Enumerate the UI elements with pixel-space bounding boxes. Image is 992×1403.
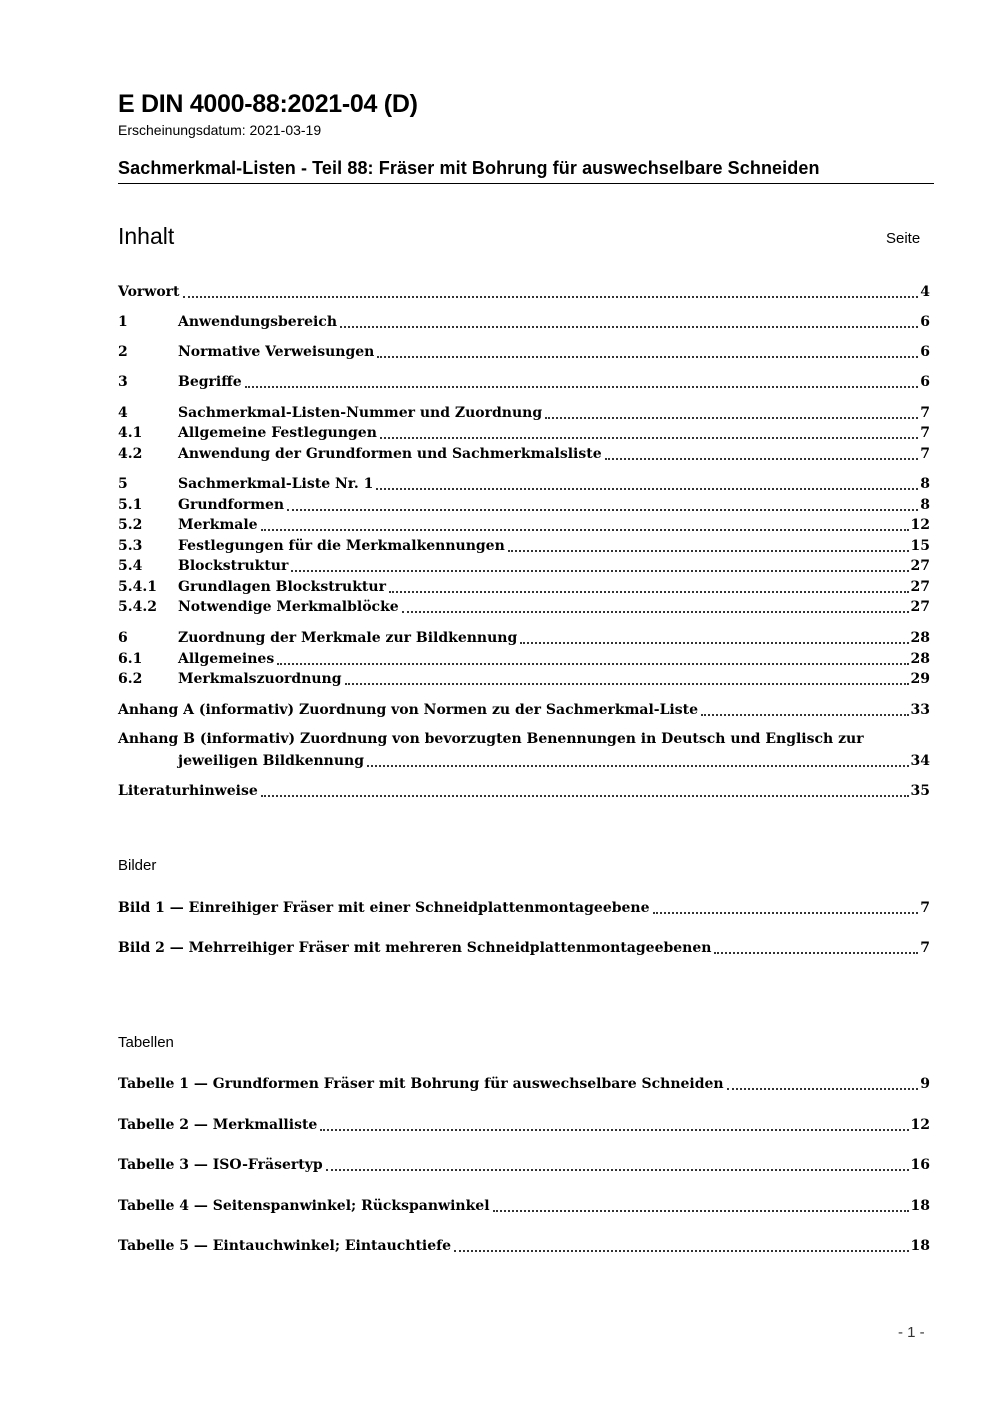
toc-entry-page: 12 — [910, 517, 930, 533]
dot-leader — [380, 432, 918, 439]
table-entry-page: 16 — [910, 1157, 930, 1173]
toc-entry-anhang-b[interactable] — [178, 750, 930, 770]
toc-entry-label: Allgemeine Festlegungen — [178, 425, 377, 441]
toc-entry-page: 28 — [910, 651, 930, 667]
table-entry-label: Tabelle 3 — ISO-Fräsertyp — [118, 1157, 323, 1173]
publication-date: Erscheinungsdatum: 2021-03-19 — [118, 122, 322, 138]
toc-entry-page: 27 — [910, 579, 930, 595]
dot-leader — [653, 907, 919, 914]
toc-entry-page: 15 — [910, 538, 930, 554]
toc-entry-5-2[interactable] — [118, 514, 930, 534]
toc-entry-label: Merkmalszuordnung — [178, 671, 342, 687]
toc-entry-label: Normative Verweisungen — [178, 344, 375, 360]
toc-entry-number: 5.4 — [118, 558, 143, 574]
toc-entry-label: Anwendungsbereich — [178, 314, 337, 330]
toc-entry-4-2[interactable] — [118, 443, 930, 463]
toc-entry-4[interactable] — [118, 402, 930, 422]
dot-leader — [727, 1083, 919, 1090]
dot-leader — [183, 291, 919, 298]
figure-entry-1[interactable] — [118, 897, 930, 917]
figure-entry-label: Bild 2 — Mehrreihiger Fräser mit mehreren Schneidplattenmontageebenen — [118, 940, 712, 956]
table-entry-5[interactable] — [118, 1235, 930, 1255]
toc-entry-vorwort[interactable] — [118, 281, 930, 301]
toc-entry-6-1[interactable] — [118, 648, 930, 668]
toc-entry-4-1[interactable] — [118, 422, 930, 442]
dot-leader — [714, 947, 918, 954]
dot-leader — [340, 321, 918, 328]
dot-leader — [367, 760, 909, 767]
figure-entry-label: Bild 1 — Einreihiger Fräser mit einer Schneidplattenmontageebene — [118, 900, 650, 916]
toc-entry-number: 5 — [118, 476, 128, 492]
toc-entry-number: 4.1 — [118, 425, 143, 441]
table-entry-3[interactable] — [118, 1154, 930, 1174]
toc-entry-label: Literaturhinweise — [118, 783, 258, 799]
document-id: E DIN 4000-88:2021-04 (D) — [118, 90, 418, 118]
table-entry-page: 9 — [920, 1076, 930, 1092]
toc-entry-label: Grundformen — [178, 497, 285, 513]
toc-entry-page: 8 — [920, 497, 930, 513]
toc-heading: Inhalt — [118, 223, 175, 249]
toc-entry-label: Allgemeines — [178, 651, 275, 667]
toc-entry-number: 1 — [118, 314, 128, 330]
toc-entry-number: 4.2 — [118, 446, 143, 462]
toc-entry-number: 4 — [118, 405, 128, 421]
toc-entry-5[interactable] — [118, 473, 930, 493]
title-divider — [118, 183, 934, 184]
toc-entry-label: Zuordnung der Merkmale zur Bildkennung — [178, 630, 518, 646]
dot-leader — [291, 565, 908, 572]
toc-entry-label: Merkmale — [178, 517, 258, 533]
dot-leader — [261, 790, 909, 797]
dot-leader — [454, 1245, 908, 1252]
dot-leader — [520, 637, 908, 644]
toc-entry-label: Begriffe — [178, 374, 242, 390]
toc-entry-3[interactable] — [118, 371, 930, 391]
toc-entry-5-1[interactable] — [118, 494, 930, 514]
toc-entry-number: 2 — [118, 344, 128, 360]
toc-entry-page: 6 — [920, 344, 930, 360]
figures-heading: Bilder — [118, 857, 157, 874]
dot-leader — [287, 504, 918, 511]
toc-entry-label: jeweiligen Bildkennung — [178, 753, 365, 769]
dot-leader — [402, 606, 909, 613]
toc-entry-page: 27 — [910, 558, 930, 574]
toc-entry-number: 6 — [118, 630, 128, 646]
toc-entry-label: Sachmerkmal-Liste Nr. 1 — [178, 476, 374, 492]
toc-entry-number: 5.1 — [118, 497, 143, 513]
table-entry-2[interactable] — [118, 1114, 930, 1134]
toc-entry-page: 27 — [910, 599, 930, 615]
toc-entry-1[interactable] — [118, 311, 930, 331]
toc-entry-label: Vorwort — [118, 284, 180, 300]
page-column-label: Seite — [886, 230, 921, 247]
table-entry-4[interactable] — [118, 1195, 930, 1215]
dot-leader — [377, 351, 918, 358]
toc-entry-2[interactable] — [118, 341, 930, 361]
dot-leader — [701, 709, 909, 716]
toc-entry-anhang-a[interactable] — [118, 699, 930, 719]
toc-entry-page: 35 — [910, 783, 930, 799]
toc-entry-page: 28 — [910, 630, 930, 646]
dot-leader — [326, 1164, 909, 1171]
figure-entry-page: 7 — [920, 940, 930, 956]
toc-entry-label: Anwendung der Grundformen und Sachmerkmalsliste — [178, 446, 602, 462]
toc-entry-5-4-1[interactable] — [118, 576, 930, 596]
toc-entry-literatur[interactable] — [118, 780, 930, 800]
toc-entry-label: Anhang A (informativ) Zuordnung von Normen zu der Sachmerkmal-Liste — [118, 702, 699, 718]
table-entry-label: Tabelle 1 — Grundformen Fräser mit Bohrung für auswechselbare Schneiden — [118, 1076, 724, 1092]
table-entry-page: 18 — [910, 1198, 930, 1214]
toc-entry-number: 5.2 — [118, 517, 143, 533]
document-title: Sachmerkmal-Listen - Teil 88: Fräser mit Bohrung für auswechselbare Schneiden — [118, 158, 820, 178]
table-entry-page: 18 — [910, 1238, 930, 1254]
toc-entry-number: 6.2 — [118, 671, 143, 687]
table-entry-page: 12 — [910, 1117, 930, 1133]
toc-entry-page: 8 — [920, 476, 930, 492]
toc-entry-number: 5.4.1 — [118, 579, 157, 595]
toc-entry-page: 6 — [920, 314, 930, 330]
dot-leader — [245, 381, 919, 388]
toc-entry-number: 3 — [118, 374, 128, 390]
dot-leader — [389, 586, 909, 593]
table-entry-1[interactable] — [118, 1073, 930, 1093]
dot-leader — [545, 412, 918, 419]
toc-entry-label: Blockstruktur — [178, 558, 289, 574]
toc-entry-number: 5.4.2 — [118, 599, 157, 615]
toc-entry-number: 5.3 — [118, 538, 143, 554]
dot-leader — [493, 1205, 909, 1212]
dot-leader — [277, 658, 908, 665]
toc-entry-label: Festlegungen für die Merkmalkennungen — [178, 538, 505, 554]
page-number: - 1 - — [898, 1324, 925, 1341]
toc-entry-page: 34 — [910, 753, 930, 769]
toc-entry-label: Grundlagen Blockstruktur — [178, 579, 386, 595]
dot-leader — [605, 453, 919, 460]
tables-heading: Tabellen — [118, 1034, 174, 1051]
toc-entry-6[interactable] — [118, 627, 930, 647]
dot-leader — [261, 524, 909, 531]
toc-entry-5-3[interactable] — [118, 535, 930, 555]
dot-leader — [320, 1124, 908, 1131]
toc-entry-label: Notwendige Merkmalblöcke — [178, 599, 399, 615]
figure-entry-page: 7 — [920, 900, 930, 916]
toc-entry-page: 7 — [920, 405, 930, 421]
toc-entry-page: 4 — [920, 284, 930, 300]
toc-entry-5-4[interactable] — [118, 555, 930, 575]
table-entry-label: Tabelle 2 — Merkmalliste — [118, 1117, 318, 1133]
figure-entry-2[interactable] — [118, 937, 930, 957]
table-entry-label: Tabelle 5 — Eintauchwinkel; Eintauchtiefe — [118, 1238, 452, 1254]
dot-leader — [376, 483, 918, 490]
toc-entry-number: 6.1 — [118, 651, 143, 667]
toc-entry-page: 7 — [920, 446, 930, 462]
toc-entry-5-4-2[interactable] — [118, 596, 930, 616]
dot-leader — [508, 545, 909, 552]
toc-entry-page: 6 — [920, 374, 930, 390]
toc-entry-label: Sachmerkmal-Listen-Nummer und Zuordnung — [178, 405, 543, 421]
toc-entry-page: 33 — [910, 702, 930, 718]
toc-entry-page: 7 — [920, 425, 930, 441]
toc-entry-page: 29 — [910, 671, 930, 687]
dot-leader — [345, 678, 909, 685]
toc-entry-6-2[interactable] — [118, 668, 930, 688]
toc-entry-anhang-b-line1[interactable]: Anhang B (informativ) Zuordnung von bevorzugten Benennungen in Deutsch und Englisch zur — [118, 731, 864, 747]
table-entry-label: Tabelle 4 — Seitenspanwinkel; Rückspanwinkel — [118, 1198, 490, 1214]
